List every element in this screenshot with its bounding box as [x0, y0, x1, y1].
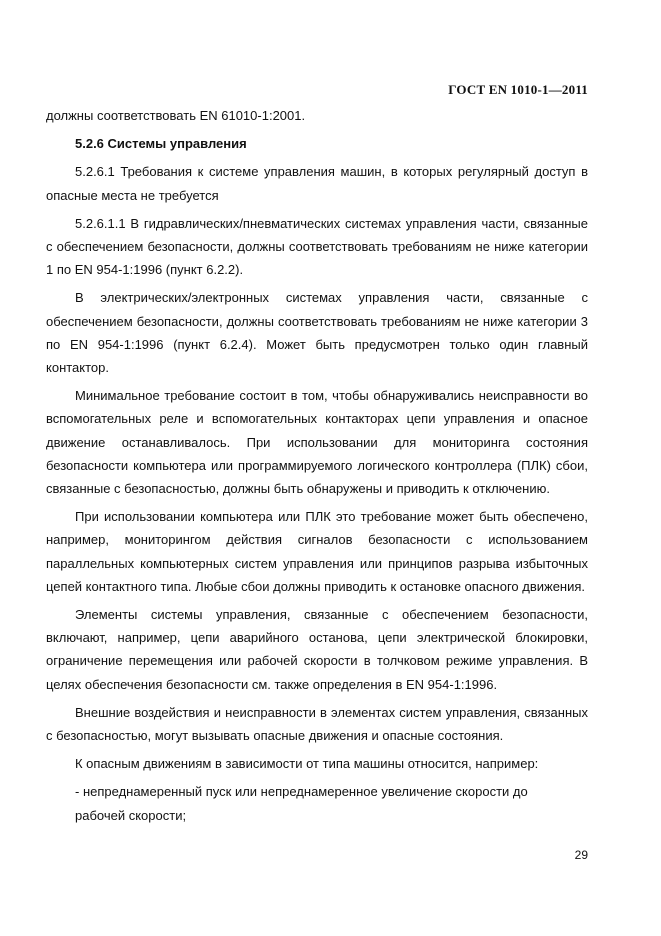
list-item: - непреднамеренный пуск или непреднамеренное увеличение скорости до [75, 784, 528, 800]
section-heading: 5.2.6 Системы управления [75, 136, 247, 152]
paragraph: К опасным движениям в зависимости от типа машины относится, например: [75, 756, 539, 772]
document-header: ГОСТ EN 1010-1—2011 [448, 82, 588, 97]
paragraph: Элементы системы управления, связанные с обеспечением безопасности, включают, например, цепи аварийного останова, цепи электрической блокировки, ограничение перемещения или рабочей скорости в толчковом режиме управления. В целях обеспечения безопасности см. также определения в EN 954-1:1996. [46, 607, 588, 692]
paragraph: При использовании компьютера или ПЛК это требование может быть обеспечено, например, мониторингом действия сигналов безопасности с использованием параллельных компьютерных систем управления или принципов разрыва избыточных цепей контактного типа. Любые сбои должны приводить к остановке опасного движения. [46, 509, 588, 594]
document-body [46, 104, 588, 827]
paragraph: Внешние воздействия и неисправности в элементах систем управления, связанных с безопасностью, могут вызывать опасные движения и опасные состояния. [46, 704, 588, 744]
paragraph: В электрических/электронных системах управления части, связанные с обеспечением безопасности, должны соответствовать требованиям не ниже категории 3 по EN 954-1:1996 (пункт 6.2.4). Может быть предусмотрен только один главный контактор. [46, 290, 588, 376]
paragraph: 5.2.6.1.1 В гидравлических/пневматических системах управления части, связанные с обеспечением безопасности, должны соответствовать требованиям не ниже категории 1 по EN 954-1:1996 (пункт 6.2.2). [46, 215, 588, 278]
paragraph-continuation: должны соответствовать EN 61010-1:2001. [46, 108, 306, 123]
page-number: 29 [574, 848, 588, 862]
list-item-continuation: рабочей скорости; [75, 807, 187, 823]
subsection-heading: 5.2.6.1 Требования к системе управления машин, в которых регулярный доступ в опасные места не требуется [46, 164, 588, 203]
paragraph: Минимальное требование состоит в том, чтобы обнаруживались неисправности во вспомогательных реле и вспомогательных контакторах цепи управления и опасное движение останавливалось. При использовании для мониторинга состояния безопасности компьютера или программируемого логического контроллера (ПЛК) сбои, связанные с безопасностью, должны быть обнаружены и приводить к отключению. [46, 388, 588, 497]
